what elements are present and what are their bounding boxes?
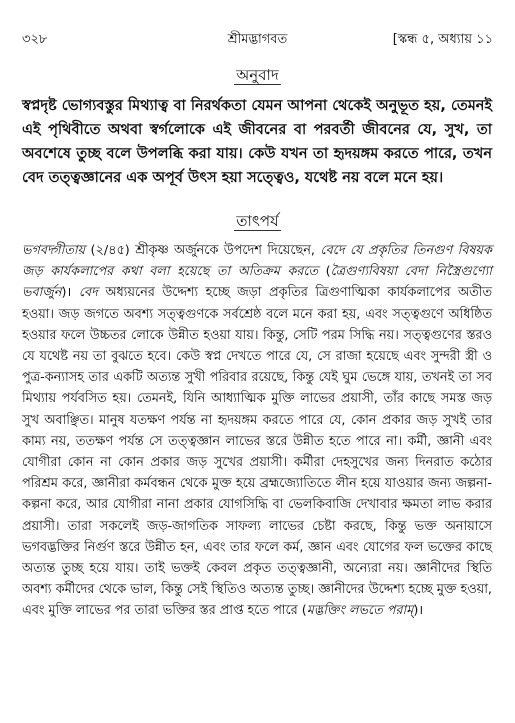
- sanskrit-quote: মদ্ভক্তিং লভতে পরাম্: [306, 603, 414, 619]
- word-veda: বেদ: [78, 285, 98, 301]
- purport-body: অধ্যয়নের উদ্দেশ্য হচ্ছে জড়া প্রকৃতির ত্রিগুণাত্মিকা কার্যকলাপের অতীত হওয়া। জড় জগতে অবশ্য সত্ত্বগুণকে সর্বশ্রেষ্ঠ বলে মনে করা হয়, এবং সত্ত্বগুণে অধিষ্ঠিত হওয়ার ফলে উচ্চতর লোকে উন্নীত হওয়া যায়। কিন্তু, সেটি পরম সিদ্ধি নয়। সত্ত্বগুণের স্তরও যে যথেষ্ট নয় তা বুঝতে হবে। কেউ স্বপ্ন দেখতে পারে যে, সে রাজা হয়েছে এবং সুন্দরী স্ত্রী ও পুত্র-কন্যাসহ তার একটি অত্যন্ত সুখী পরিবার রয়েছে, কিন্তু যেই ঘুম ভেঙ্গে যায়, তখনই তা সব মিথ্যায় পর্যবসিত হয়। তেমনই, যিনি আধ্যাত্মিক মুক্তি লাভের প্রয়াসী, তাঁর কাছে সমস্ত জড় সুখ অবাঞ্ছিত। মানুষ যতক্ষণ পর্যন্ত না হৃদয়ঙ্গম করতে পারে যে, কোন প্রকার জড় সুখই তার কাম্য নয়, ততক্ষণ পর্যন্ত সে তত্ত্বজ্ঞান লাভের স্তরে উন্নীত হতে পারে না। কর্মী, জ্ঞানী এবং যোগীরা কোন না কোন প্রকার জড় সুখের প্রয়াসী। কর্মীরা দেহসুখের জন্য দিনরাত কঠোর পরিশ্রম করে, জ্ঞানীরা কর্মবন্ধন থেকে মুক্ত হয়ে ব্রহ্মজ্যোতিতে লীন হয়ে যাওয়ার জন্য জল্পনা-কল্পনা করে, আর যোগীরা নানা প্রকার যোগসিদ্ধি বা ভেলকিবাজি দেখাবার ক্ষমতা লাভ করার প্রয়াসী। তারা সকলেই জড়-জাগতিক সাফল্য লাভের চেষ্টা করছে, কিন্তু ভক্ত অনায়াসে ভগবদ্ভক্তির নির্গুণ স্তরে উন্নীত হন, এবং তার ফলে কর্ম, জ্ঞান এবং যোগের ফল ভক্তের কাছে অত্যন্ত তুচ্ছ হয়ে যায়। তাই ভক্তই কেবল প্রকৃত তত্ত্বজ্ঞানী, অন্যেরা নয়। জ্ঞানীদের স্থিতি অবশ্য কর্মীদের থেকে ভাল, কিন্তু সেই স্থিতিও অত্যন্ত তুচ্ছ। জ্ঞানীদের উদ্দেশ্য হচ্ছে মুক্ত হওয়া, এবং মুক্তি লাভের পর তারা ভক্তির স্তর প্রাপ্ত হতে পারে (: [22, 285, 492, 619]
- book-title: শ্রীমদ্ভাগবত: [227, 32, 288, 47]
- chapter-reference: [স্কন্ধ ৫, অধ্যায় ১১: [392, 32, 493, 47]
- purport-quote: বেদে যে প্রকৃতির তিনগুণ বিষয়ক জড় কার্যকলাপের কথা বলা হয়েছে তা অতিক্রম করতে: [22, 243, 493, 280]
- purport-ref-verse: (২/৪৫) শ্রীকৃষ্ণ অর্জুনকে উপদেশ দিয়েছেন,: [85, 243, 321, 258]
- page-number: ৩২৮: [22, 32, 48, 47]
- translation-text: স্বপ্নদৃষ্ট ভোগ্যবস্তুর মিথ্যাত্ব বা নিরর্থকতা যেমন আপনা থেকেই অনুভূত হয়, তেমনই এই পৃথিবীতে অথবা স্বর্গলোকে এই জীবনের বা পরবর্তী জীবনের যে, সুখ, তা অবশেষে তুচ্ছ বলে উপলব্ধি করা যায়। কেউ যখন তা হৃদয়ঙ্গম করতে পারে, তখন বেদ তত্ত্বজ্ঞানের এক অপূর্ব উৎস হয়া সত্ত্বেও, যথেষ্ট নয় বলে মনে হয়।: [22, 98, 492, 186]
- purport-ref-book: ভগবদ্গীতায়: [22, 243, 86, 258]
- page-header: [22, 30, 493, 50]
- sanskrit-verse: ত্রৈগুণ্যবিষয়া বেদা নিস্ত্রৈগুণ্যো ভবার্জুন: [22, 264, 492, 301]
- translation-heading: অনুবাদ: [236, 66, 279, 84]
- purport-heading: তাৎপর্য: [236, 212, 279, 230]
- purport-text: ভগবদ্গীতায় (২/৪৫) শ্রীকৃষ্ণ অর্জুনকে উপদেশ দিয়েছেন, বেদে যে প্রকৃতির তিনগুণ বিষয়ক জড় কার্যকলাপের কথা বলা হয়েছে তা অতিক্রম করতে (ত্রৈগুণ্যবিষয়া বেদা নিস্ত্রৈগুণ্যো ভবার্জুন)। বেদ অধ্যয়নের উদ্দেশ্য হচ্ছে জড়া প্রকৃতির ত্রিগুণাত্মিকা কার্যকলাপের অতীত হওয়া। জড় জগতে অবশ্য সত্ত্বগুণকে সর্বশ্রেষ্ঠ বলে মনে করা হয়, এবং সত্ত্বগুণে অধিষ্ঠিত হওয়ার ফলে উচ্চতর লোকে উন্নীত হওয়া যায়। কিন্তু, সেটি পরম সিদ্ধি নয়। সত্ত্বগুণের স্তরও যে যথেষ্ট নয় তা বুঝতে হবে। কেউ স্বপ্ন দেখতে পারে যে, সে রাজা হয়েছে এবং সুন্দরী স্ত্রী ও পুত্র-কন্যাসহ তার একটি অত্যন্ত সুখী পরিবার রয়েছে, কিন্তু যেই ঘুম ভেঙ্গে যায়, তখনই তা সব মিথ্যায় পর্যবসিত হয়। তেমনই, যিনি আধ্যাত্মিক মুক্তি লাভের প্রয়াসী, তাঁর কাছে সমস্ত জড় সুখ অবাঞ্ছিত। মানুষ যতক্ষণ পর্যন্ত না হৃদয়ঙ্গম করতে পারে যে, কোন প্রকার জড় সুখই তার কাম্য নয়, ততক্ষণ পর্যন্ত সে তত্ত্বজ্ঞান লাভের স্তরে উন্নীত হতে পারে না। কর্মী, জ্ঞানী এবং যোগীরা কোন না কোন প্রকার জড় সুখের প্রয়াসী। কর্মীরা দেহসুখের জন্য দিনরাত কঠোর পরিশ্রম করে, জ্ঞানীরা কর্মবন্ধন থেকে মুক্ত হয়ে ব্রহ্মজ্যোতিতে লীন হয়ে যাওয়ার জন্য জল্পনা-কল্পনা করে, আর যোগীরা নানা প্রকার যোগসিদ্ধি বা ভেলকিবাজি দেখাবার ক্ষমতা লাভ করার প্রয়াসী। তারা সকলেই জড়-জাগতিক সাফল্য লাভের চেষ্টা করছে, কিন্তু ভক্ত অনায়াসে ভগবদ্ভক্তির নির্গুণ স্তরে উন্নীত হন, এবং তার ফলে কর্ম, জ্ঞান এবং যোগের ফল ভক্তের কাছে অত্যন্ত তুচ্ছ হয়ে যায়। তাই ভক্তই কেবল প্রকৃত তত্ত্বজ্ঞানী, অন্যেরা নয়। জ্ঞানীদের স্থিতি অবশ্য কর্মীদের থেকে ভাল, কিন্তু সেই স্থিতিও অত্যন্ত তুচ্ছ। জ্ঞানীদের উদ্দেশ্য হচ্ছে মুক্ত হওয়া, এবং মুক্তি লাভের পর তারা ভক্তির স্তর প্রাপ্ত হতে পারে (মদ্ভক্তিং লভতে পরাম্)।: [22, 243, 493, 619]
